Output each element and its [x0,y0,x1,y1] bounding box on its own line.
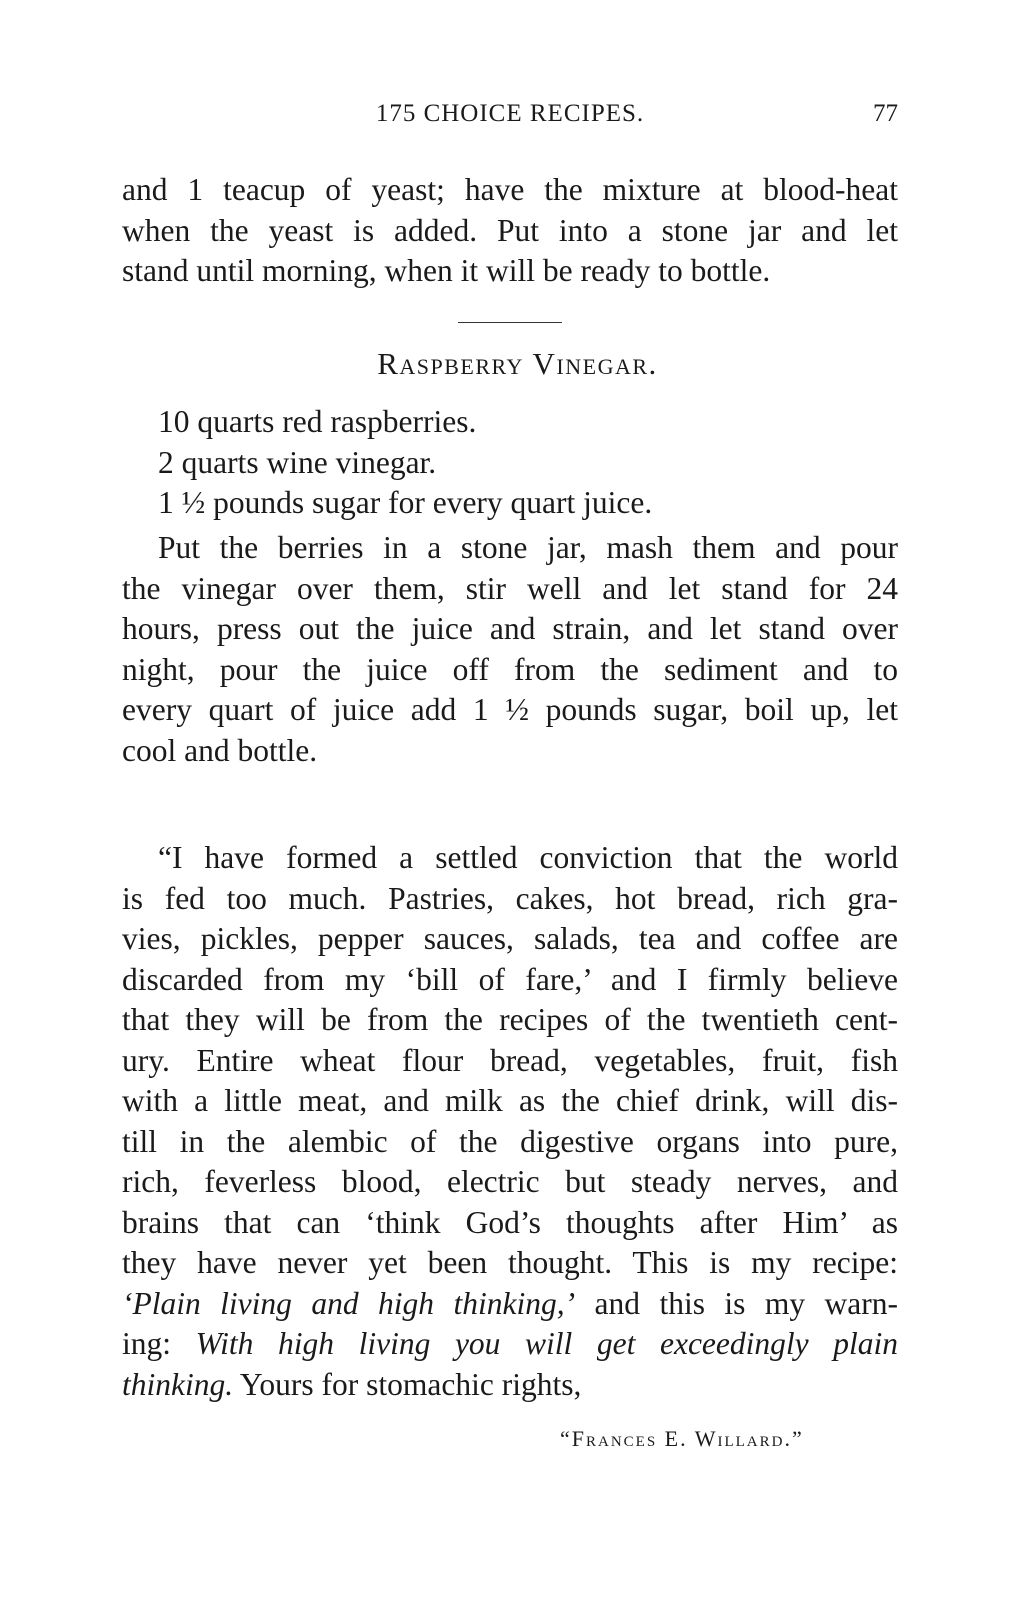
text-line: “I have formed a settled conviction that the world [158,840,898,875]
ingredient-item: 1 ½ pounds sugar for every quart juice. [158,485,653,520]
text-line: cool and bottle. [122,732,318,768]
text-line: is fed too much. Pastries, cakes, hot bread, rich gra- [122,880,898,916]
section-divider [458,322,562,323]
text-line: Put the berries in a stone jar, mash them and pour [158,530,898,565]
text-run: and this is my warn- [575,1285,899,1321]
recipe-method [122,528,898,771]
text-line: till in the alembic of the digestive organs into pure, [122,1123,898,1159]
ingredient-list [158,402,898,524]
ingredient-item: 10 quarts red raspberries. [158,404,477,439]
text-line [122,1284,898,1325]
text-line: they have never yet been thought. This is my recipe: [122,1245,898,1280]
text-run: ing: [122,1326,196,1361]
text-line: that they will be from the recipes of the twentieth cent- [122,1002,898,1037]
text-line: discarded from my ‘bill of fare,’ and I firmly believe [122,961,898,997]
italic-phrase: thinking. [122,1366,234,1402]
running-title: 175 CHOICE RECIPES. [375,100,645,127]
ingredient-item: 2 quarts wine vinegar. [158,444,437,480]
signature: “Frances E. Willard.” [560,1426,804,1451]
text-line: when the yeast is added. Put into a stone jar and let [122,212,898,248]
text-line: hours, press out the juice and strain, and let stand over [122,611,898,646]
running-head [120,100,900,140]
text-line: with a little meat, and milk as the chief drink, will dis- [122,1083,898,1118]
text-line: every quart of juice add 1 ½ pounds sugar, boil up, let [122,692,898,727]
recipe-title [0,346,1035,382]
text-line: the vinegar over them, stir well and let stand for 24 [122,570,898,606]
text-line: stand until morning, when it will be ready to bottle. [122,253,771,288]
text-line: ury. Entire wheat flour bread, vegetables, fruit, fish [122,1042,898,1078]
text-line [122,1365,898,1406]
italic-phrase: ‘Plain living and high thinking,’ [122,1285,576,1321]
quotation [122,838,898,1405]
page-number: 77 [873,100,898,127]
text-line: rich, feverless blood, electric but steady nerves, and [122,1164,898,1199]
italic-phrase: With high living you will get exceedingly plain [195,1326,898,1361]
text-run: Yours for stomachic rights, [233,1366,582,1402]
continuation-paragraph [122,170,898,292]
text-line: and 1 teacup of yeast; have the mixture at blood-heat [122,172,898,207]
text-line: vies, pickles, pepper sauces, salads, tea and coffee are [122,921,898,956]
recipe-title-text: Raspberry Vinegar. [377,346,658,381]
text-line [122,1324,898,1365]
text-line: brains that can ‘think God’s thoughts after Him’ as [122,1204,898,1240]
text-line: night, pour the juice off from the sediment and to [122,651,898,687]
